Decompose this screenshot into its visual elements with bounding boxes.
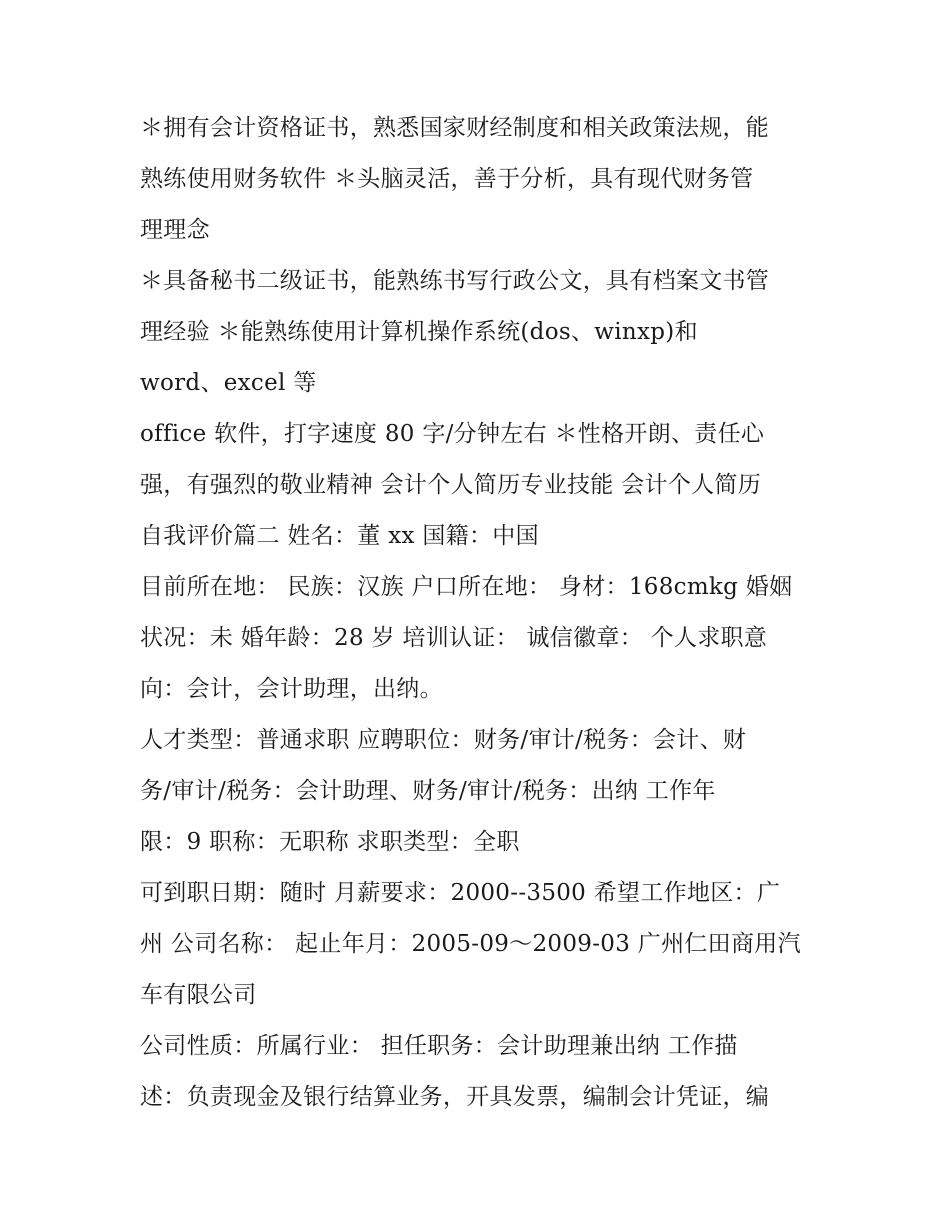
text-line: office 软件，打字速度 80 字/分钟左右 ＊性格开朗、责任心: [140, 421, 765, 447]
text-line: word、excel 等: [140, 370, 317, 396]
text-line: 向：会计，会计助理，出纳。: [140, 676, 443, 702]
text-line: 理理念: [140, 217, 210, 243]
text-line: 务/审计/税务：会计助理、财务/审计/税务：出纳 工作年: [140, 778, 716, 804]
text-line: 人才类型：普通求职 应聘职位：财务/审计/税务：会计、财: [140, 727, 747, 753]
text-line: 述：负责现金及银行结算业务，开具发票，编制会计凭证，编: [140, 1084, 770, 1110]
text-line: 理经验 ＊能熟练使用计算机操作系统(dos、winxp)和: [140, 319, 698, 345]
text-line: 车有限公司: [140, 982, 257, 1008]
text-line: 公司性质：所属行业： 担任职务：会计助理兼出纳 工作描: [140, 1033, 738, 1059]
text-line: 强，有强烈的敬业精神 会计个人简历专业技能 会计个人简历: [140, 472, 762, 498]
text-line: ＊拥有会计资格证书，熟悉国家财经制度和相关政策法规，能: [140, 115, 770, 141]
text-line: 目前所在地： 民族：汉族 户口所在地： 身材：168cmkg 婚姻: [140, 574, 793, 600]
text-line: 状况：未 婚年龄：28 岁 培训认证： 诚信徽章： 个人求职意: [140, 625, 768, 651]
text-line: 州 公司名称： 起止年月：2005-09～2009-03 广州仁田商用汽: [140, 931, 801, 957]
text-line: 熟练使用财务软件 ＊头脑灵活，善于分析，具有现代财务管: [140, 166, 754, 192]
text-line: 可到职日期：随时 月薪要求：2000--3500 希望工作地区：广: [140, 880, 781, 906]
text-line: 限：9 职称：无职称 求职类型：全职: [140, 829, 520, 855]
text-line: ＊具备秘书二级证书，能熟练书写行政公文，具有档案文书管: [140, 268, 770, 294]
text-line: 自我评价篇二 姓名：董 xx 国籍：中国: [140, 523, 539, 549]
